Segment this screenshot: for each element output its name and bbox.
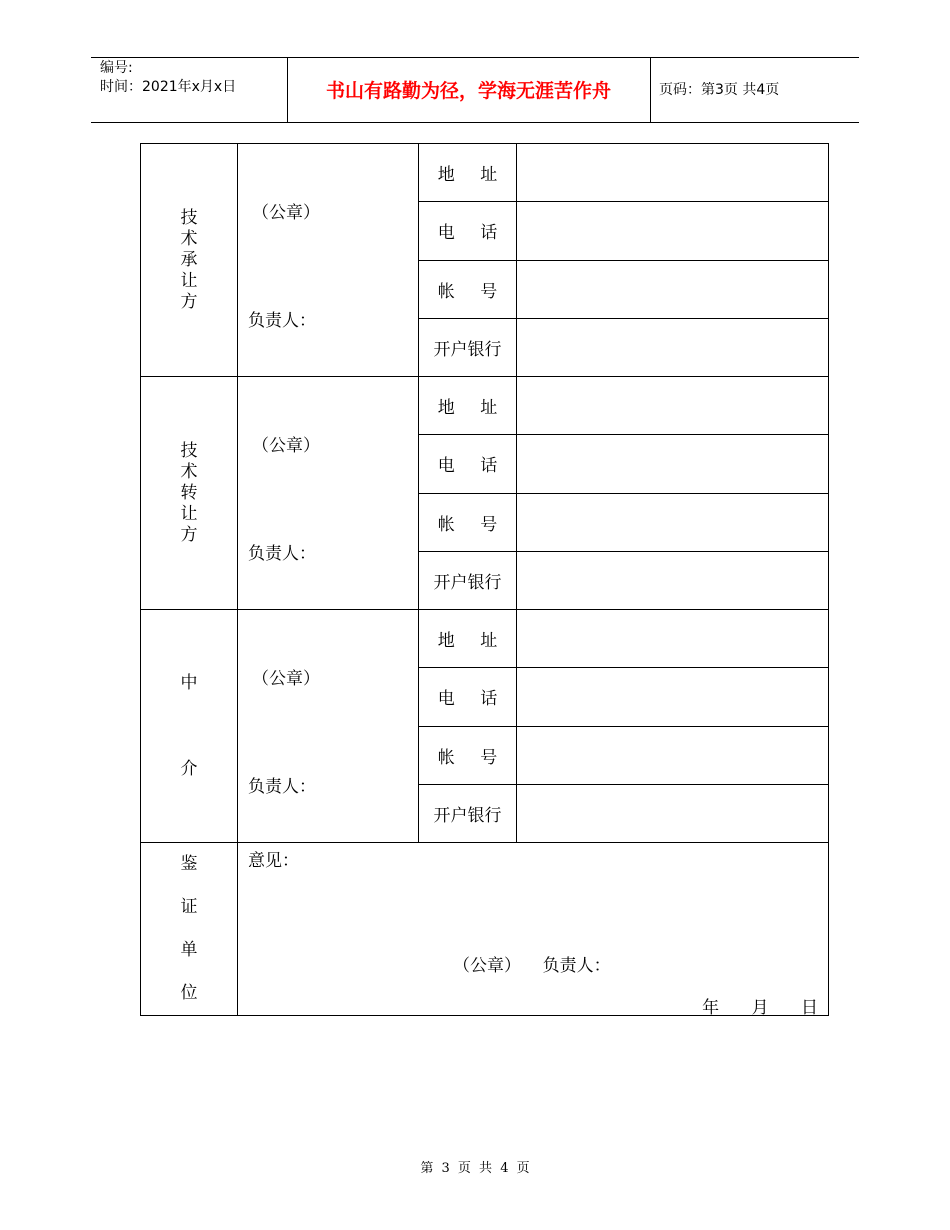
header-slogan: 书山有路勤为径，学海无涯苦作舟: [325, 80, 611, 102]
opinion-label: 意见：: [248, 851, 299, 871]
account-label: 帐 号: [419, 493, 517, 551]
bank-value[interactable]: [517, 784, 829, 842]
responsible-label: 负责人：: [248, 777, 316, 797]
stamp-cell: [238, 610, 419, 843]
phone-value[interactable]: [517, 202, 829, 260]
account-value[interactable]: [517, 726, 829, 784]
section-title: 技术承让方: [180, 207, 198, 312]
verify-title-cell: [141, 843, 238, 1016]
address-value[interactable]: [517, 610, 829, 668]
address-label: 地 址: [419, 610, 517, 668]
verify-seal-line: （公章） 负责人：: [453, 956, 611, 976]
address-label: 地 址: [419, 377, 517, 435]
phone-value[interactable]: [517, 668, 829, 726]
seal-label: （公章）: [252, 203, 320, 223]
responsible-label: 负责人：: [248, 544, 316, 564]
verify-opinion-cell[interactable]: [238, 843, 829, 1016]
address-label: 地 址: [419, 144, 517, 202]
header-bottom-rule: [91, 122, 859, 123]
account-value[interactable]: [517, 260, 829, 318]
seal-label: （公章）: [252, 436, 320, 456]
phone-value[interactable]: [517, 435, 829, 493]
bank-label: 开户银行: [419, 318, 517, 376]
section-title: 技术转让方: [180, 440, 198, 545]
section-title: 中介: [180, 673, 198, 779]
header-top-rule: [91, 57, 859, 58]
document-number-label: 编号:: [100, 60, 133, 76]
section-title-cell: [141, 610, 238, 843]
stamp-cell: [238, 144, 419, 377]
seal-label: （公章）: [252, 669, 320, 689]
stamp-cell: [238, 377, 419, 610]
party-info-table: [140, 143, 829, 1016]
section-title-cell: [141, 144, 238, 377]
verify-title: 鉴证单位: [180, 854, 198, 1003]
section-title-cell: [141, 377, 238, 610]
phone-label: 电 话: [419, 202, 517, 260]
bank-label: 开户银行: [419, 784, 517, 842]
account-label: 帐 号: [419, 726, 517, 784]
address-value[interactable]: [517, 377, 829, 435]
document-time: 时间：2021年x月x日: [100, 79, 237, 95]
responsible-label: 负责人：: [248, 311, 316, 331]
page-footer: 第 3 页 共 4 页: [420, 1161, 530, 1176]
page-info: 页码：第3页 共4页: [659, 82, 780, 98]
bank-value[interactable]: [517, 318, 829, 376]
bank-label: 开户银行: [419, 551, 517, 609]
account-value[interactable]: [517, 493, 829, 551]
bank-value[interactable]: [517, 551, 829, 609]
header-divider-right: [650, 57, 651, 122]
verify-date-line: 年 月 日: [702, 998, 818, 1018]
account-label: 帐 号: [419, 260, 517, 318]
phone-label: 电 话: [419, 668, 517, 726]
phone-label: 电 话: [419, 435, 517, 493]
address-value[interactable]: [517, 144, 829, 202]
